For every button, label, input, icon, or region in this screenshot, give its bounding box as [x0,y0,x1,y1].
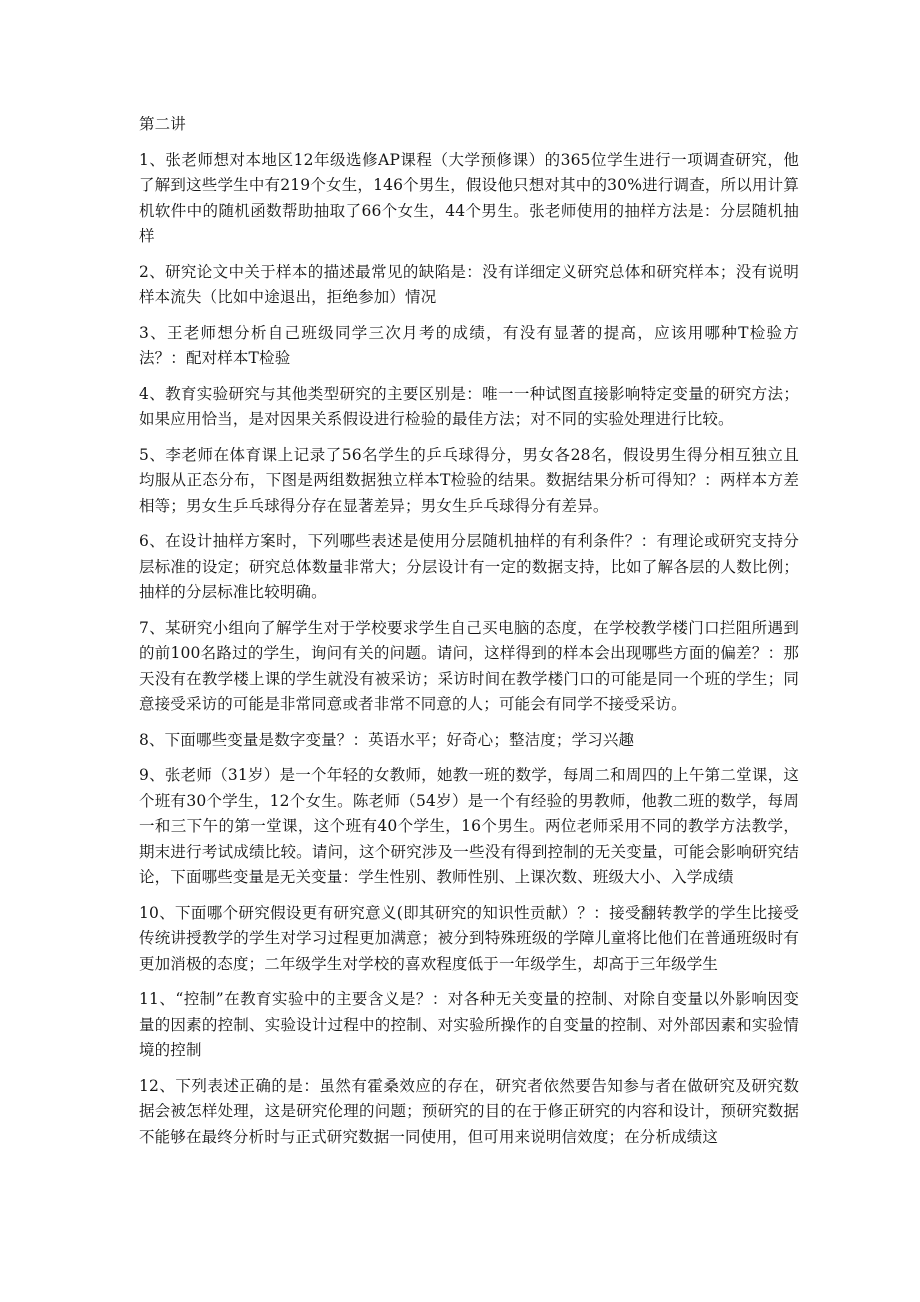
question-paragraph-1: 1、张老师想对本地区12年级选修AP课程（大学预修课）的365位学生进行一项调查研究，他了解到这些学生中有219个女生，146个男生，假设他只想对其中的30%进行调查，所以用计算机软件中的随机函数帮助抽取了66个女生，44个男生。张老师使用的抽样方法是：分层随机抽样 [139,150,799,245]
question-paragraph-2: 2、研究论文中关于样本的描述最常见的缺陷是：没有详细定义研究总体和研究样本；没有说明样本流失（比如中途退出，拒绝参加）情况 [139,262,799,306]
question-paragraph-12: 12、下列表述正确的是：虽然有霍桑效应的存在，研究者依然要告知参与者在做研究及研究数据会被怎样处理，这是研究伦理的问题；预研究的目的在于修正研究的内容和设计，预研究数据不能够在最终分析时与正式研究数据一同使用，但可用来说明信效度；在分析成绩这 [139,1076,799,1146]
question-paragraph-6: 6、在设计抽样方案时，下列哪些表述是使用分层随机抽样的有利条件？：有理论或研究支持分层标准的设定；研究总体数量非常大；分层设计有一定的数据支持，比如了解各层的人数比例；抽样的分层标准比较明确。 [139,532,799,601]
question-paragraph-4: 4、教育实验研究与其他类型研究的主要区别是：唯一一种试图直接影响特定变量的研究方法；如果应用恰当，是对因果关系假设进行检验的最佳方法；对不同的实验处理进行比较。 [139,384,799,428]
document-page [139,112,799,1160]
question-paragraph-10: 10、下面哪个研究假设更有研究意义(即其研究的知识性贡献）？：接受翻转教学的学生比接受传统讲授教学的学生对学习过程更加满意；被分到特殊班级的学障儿童将比他们在普通班级时有更加消极的态度；二年级学生对学校的喜欢程度低于一年级学生，却高于三年级学生 [139,903,799,973]
question-paragraph-3: 3、王老师想分析自己班级同学三次月考的成绩，有没有显著的提高，应该用哪种T检验方法？：配对样本T检验 [139,323,799,367]
question-paragraph-7: 7、某研究小组向了解学生对于学校要求学生自己买电脑的态度，在学校教学楼门口拦阻所遇到的前100名路过的学生，询问有关的问题。请问，这样得到的样本会出现哪些方面的偏差？：那天没有在教学楼上课的学生就没有被采访；采访时间在教学楼门口的可能是同一个班的学生；同意接受采访的可能是非常同意或者非常不同意的人；可能会有同学不接受采访。 [139,618,799,713]
question-paragraph-5: 5、李老师在体育课上记录了56名学生的乒乓球得分，男女各28名，假设男生得分相互独立且均服从正态分布，下图是两组数据独立样本T检验的结果。数据结果分析可得知？：两样本方差相等；男女生乒乓球得分存在显著差异；男女生乒乓球得分有差异。 [139,445,799,515]
question-paragraph-9: 9、张老师（31岁）是一个年轻的女教师，她教一班的数学，每周二和周四的上午第二堂课，这个班有30个学生，12个女生。陈老师（54岁）是一个有经验的男教师，他教二班的数学，每周一和三下午的第一堂课，这个班有40个学生，16个男生。两位老师采用不同的教学方法教学，期末进行考试成绩比较。请问，这个研究涉及一些没有得到控制的无关变量，可能会影响研究结论，下面哪些变量是无关变量：学生性别、教师性别、上课次数、班级大小、入学成绩 [139,766,799,886]
question-paragraph-11: 11、“控制”在教育实验中的主要含义是？：对各种无关变量的控制、对除自变量以外影响因变量的因素的控制、实验设计过程中的控制、对实验所操作的自变量的控制、对外部因素和实验情境的控制 [139,990,799,1059]
page-heading: 第二讲 [139,115,186,133]
question-paragraph-8: 8、下面哪些变量是数字变量？：英语水平；好奇心；整洁度；学习兴趣 [139,730,635,749]
